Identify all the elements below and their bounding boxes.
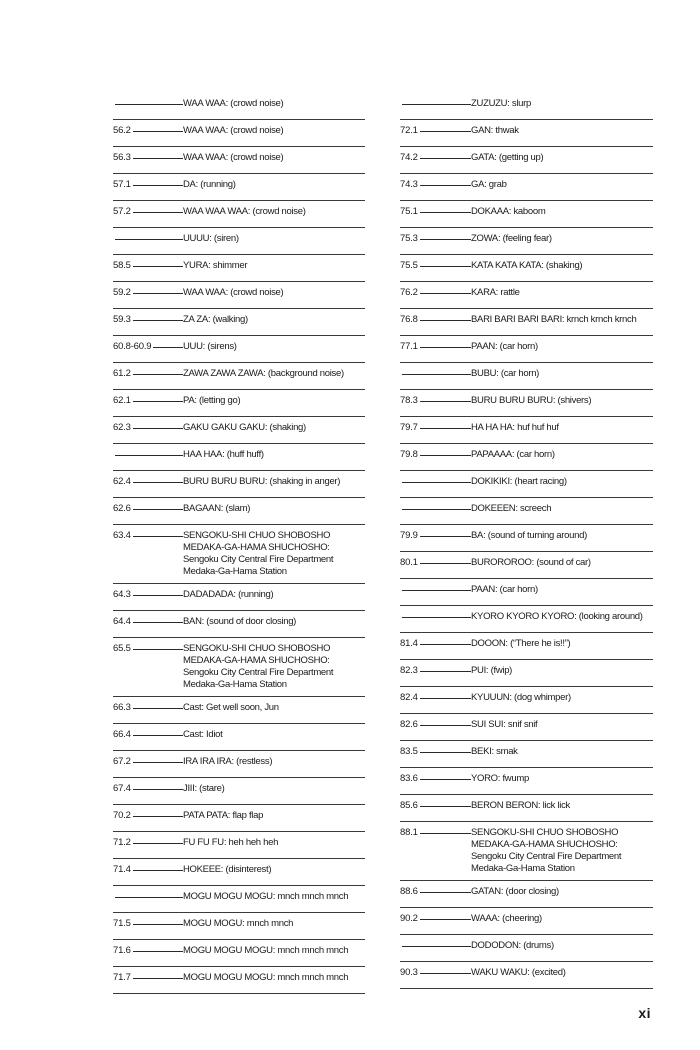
page-reference: 60.8-60.9 (113, 341, 152, 352)
leader-line (133, 320, 183, 321)
sfx-translation: WAA WAA WAA: (crowd noise) (183, 206, 306, 217)
sfx-translation: BAN: (sound of door closing) (183, 616, 297, 627)
sfx-translation: WAA WAA: (crowd noise) (183, 98, 284, 109)
glossary-entry (113, 390, 365, 417)
glossary-entry (113, 255, 365, 282)
sfx-translation: PATA PATA: flap flap (183, 810, 264, 821)
sfx-translation: Cast: Idiot (183, 729, 223, 740)
page-reference: 82.4 (400, 692, 418, 703)
leader-line (133, 266, 183, 267)
glossary-entry (113, 778, 365, 805)
sfx-translation: GATA: (getting up) (471, 152, 544, 163)
glossary-entry (113, 697, 365, 724)
glossary-entry (113, 336, 365, 363)
page-reference: 58.5 (113, 260, 131, 271)
sfx-translation: MOGU MOGU MOGU: mnch mnch mnch (183, 972, 349, 983)
sfx-translation: HOKEEE: (disinterest) (183, 864, 272, 875)
page-reference: 74.3 (400, 179, 418, 190)
leader-line (133, 482, 183, 483)
leader-line (133, 131, 183, 132)
leader-line (133, 649, 183, 650)
leader-line (420, 455, 471, 456)
page-reference: 88.1 (400, 827, 418, 838)
leader-line (133, 212, 183, 213)
leader-line (420, 320, 471, 321)
leader-line (420, 401, 471, 402)
glossary-entry (400, 525, 653, 552)
sfx-translation: KYUUUN: (dog whimper) (471, 692, 571, 703)
sfx-translation: SENGOKU-SHI CHUO SHOBOSHO MEDAKA-GA-HAMA SHUCHOSHO: Sengoku City Central Fire Department Medaka-Ga-Hama Station (471, 827, 622, 874)
sfx-translation: Cast: Get well soon, Jun (183, 702, 279, 713)
glossary-entry (400, 363, 653, 390)
leader-line (402, 374, 471, 375)
page-reference: 57.1 (113, 179, 131, 190)
leader-line (115, 239, 183, 240)
sfx-translation: UUU: (sirens) (183, 341, 237, 352)
page-reference: 64.3 (113, 589, 131, 600)
sfx-translation: YORO: fwump (471, 773, 529, 784)
sfx-translation: WAA WAA: (crowd noise) (183, 287, 284, 298)
glossary-entry (400, 282, 653, 309)
leader-line (133, 374, 183, 375)
sfx-translation: FU FU FU: heh heh heh (183, 837, 279, 848)
glossary-entry (113, 282, 365, 309)
page-number: xi (638, 1005, 651, 1021)
glossary-entry (400, 471, 653, 498)
sfx-translation: DODODON: (drums) (471, 940, 554, 951)
glossary-entry (400, 795, 653, 822)
sfx-glossary-left-column (113, 93, 365, 994)
leader-line (133, 843, 183, 844)
leader-line (402, 590, 471, 591)
glossary-entry (400, 768, 653, 795)
leader-line (420, 293, 471, 294)
sfx-translation: GAN: thwak (471, 125, 519, 136)
sfx-translation: KATA KATA KATA: (shaking) (471, 260, 583, 271)
page-reference: 75.1 (400, 206, 418, 217)
leader-line (115, 897, 183, 898)
leader-line (133, 185, 183, 186)
page-reference: 62.4 (113, 476, 131, 487)
leader-line (133, 762, 183, 763)
leader-line (133, 536, 183, 537)
sfx-translation: WAAA: (cheering) (471, 913, 542, 924)
glossary-entry (400, 309, 653, 336)
page-reference: 59.2 (113, 287, 131, 298)
leader-line (420, 428, 471, 429)
page-reference: 77.1 (400, 341, 418, 352)
glossary-entry (400, 579, 653, 606)
page-reference: 56.2 (113, 125, 131, 136)
leader-line (133, 158, 183, 159)
glossary-entry (113, 584, 365, 611)
leader-line (133, 509, 183, 510)
sfx-translation: BERON BERON: lick lick (471, 800, 570, 811)
glossary-entry (113, 940, 365, 967)
glossary-entry (113, 120, 365, 147)
leader-line (420, 266, 471, 267)
glossary-entry (113, 913, 365, 940)
page-reference: 82.3 (400, 665, 418, 676)
page-reference: 63.4 (113, 530, 131, 541)
page-reference: 88.6 (400, 886, 418, 897)
leader-line (420, 185, 471, 186)
glossary-entry (400, 935, 653, 962)
leader-line (420, 779, 471, 780)
sfx-translation: PUI: (fwip) (471, 665, 513, 676)
leader-line (153, 347, 183, 348)
glossary-entry (400, 881, 653, 908)
glossary-entry (400, 552, 653, 579)
glossary-entry (400, 417, 653, 444)
leader-line (133, 428, 183, 429)
sfx-translation: DOKEEEN: screech (471, 503, 552, 514)
page-reference: 78.3 (400, 395, 418, 406)
sfx-translation: DA: (running) (183, 179, 236, 190)
sfx-translation: DOKAAA: kaboom (471, 206, 546, 217)
sfx-translation: ZOWA: (feeling fear) (471, 233, 552, 244)
leader-line (402, 946, 471, 947)
sfx-translation: JIII: (stare) (183, 783, 225, 794)
sfx-translation: SUI SUI: snif snif (471, 719, 538, 730)
glossary-entry (400, 498, 653, 525)
page-reference: 81.4 (400, 638, 418, 649)
glossary-entry (400, 660, 653, 687)
sfx-translation: BUROROROO: (sound of car) (471, 557, 591, 568)
sfx-translation: DOOON: (“There he is!!”) (471, 638, 571, 649)
leader-line (133, 816, 183, 817)
sfx-translation: PAAN: (car horn) (471, 341, 538, 352)
leader-line (420, 892, 471, 893)
sfx-translation: YURA: shimmer (183, 260, 248, 271)
glossary-entry (113, 174, 365, 201)
page-reference: 82.6 (400, 719, 418, 730)
leader-line (420, 212, 471, 213)
leader-line (133, 401, 183, 402)
page-reference: 76.2 (400, 287, 418, 298)
sfx-translation: ZUZUZU: slurp (471, 98, 531, 109)
page-reference: 90.3 (400, 967, 418, 978)
sfx-translation: ZA ZA: (walking) (183, 314, 248, 325)
page-reference: 76.8 (400, 314, 418, 325)
glossary-entry (113, 471, 365, 498)
leader-line (133, 293, 183, 294)
page-reference: 75.5 (400, 260, 418, 271)
page-reference: 83.6 (400, 773, 418, 784)
sfx-translation: IRA IRA IRA: (restless) (183, 756, 273, 767)
sfx-translation: WAKU WAKU: (excited) (471, 967, 566, 978)
sfx-translation: GAKU GAKU GAKU: (shaking) (183, 422, 306, 433)
sfx-translation: BUBU: (car horn) (471, 368, 540, 379)
leader-line (420, 347, 471, 348)
page-reference: 71.2 (113, 837, 131, 848)
sfx-translation: DOKIKIKI: (heart racing) (471, 476, 567, 487)
sfx-translation: MOGU MOGU MOGU: mnch mnch mnch (183, 945, 349, 956)
sfx-translation: BAGAAN: (slam) (183, 503, 251, 514)
leader-line (402, 509, 471, 510)
leader-line (133, 708, 183, 709)
leader-line (420, 671, 471, 672)
leader-line (133, 622, 183, 623)
glossary-entry (400, 633, 653, 660)
page-reference: 85.6 (400, 800, 418, 811)
glossary-entry (400, 714, 653, 741)
leader-line (420, 806, 471, 807)
page-reference: 62.3 (113, 422, 131, 433)
glossary-entry (400, 822, 653, 881)
leader-line (133, 595, 183, 596)
leader-line (133, 870, 183, 871)
page-reference: 59.3 (113, 314, 131, 325)
glossary-entry (113, 363, 365, 390)
glossary-entry (113, 498, 365, 525)
page-reference: 64.4 (113, 616, 131, 627)
leader-line (420, 644, 471, 645)
page-reference: 75.3 (400, 233, 418, 244)
page-reference: 80.1 (400, 557, 418, 568)
leader-line (402, 617, 471, 618)
glossary-entry (113, 832, 365, 859)
leader-line (420, 563, 471, 564)
glossary-entry (113, 309, 365, 336)
leader-line (402, 104, 471, 105)
leader-line (133, 924, 183, 925)
leader-line (420, 131, 471, 132)
sfx-translation: BARI BARI BARI BARI: krnch krnch krnch (471, 314, 637, 325)
glossary-entry (113, 967, 365, 994)
glossary-entry (400, 228, 653, 255)
glossary-entry (400, 606, 653, 633)
glossary-entry (400, 120, 653, 147)
page-reference: 65.5 (113, 643, 131, 654)
leader-line (420, 158, 471, 159)
glossary-entry (400, 255, 653, 282)
glossary-entry (400, 201, 653, 228)
sfx-translation: KARA: rattle (471, 287, 520, 298)
leader-line (133, 789, 183, 790)
page-reference: 71.5 (113, 918, 131, 929)
sfx-translation: HA HA HA: huf huf huf (471, 422, 559, 433)
sfx-translation: WAA WAA: (crowd noise) (183, 125, 284, 136)
sfx-translation: HAA HAA: (huff huff) (183, 449, 264, 460)
page-reference: 62.6 (113, 503, 131, 514)
leader-line (133, 978, 183, 979)
page-reference: 71.7 (113, 972, 131, 983)
glossary-entry (400, 336, 653, 363)
glossary-entry (400, 93, 653, 120)
leader-line (420, 833, 471, 834)
glossary-entry (113, 859, 365, 886)
sfx-translation: BA: (sound of turning around) (471, 530, 587, 541)
sfx-translation: SENGOKU-SHI CHUO SHOBOSHO MEDAKA-GA-HAMA SHUCHOSHO: Sengoku City Central Fire Department Medaka-Ga-Hama Station (183, 643, 334, 690)
page-reference: 71.6 (113, 945, 131, 956)
page-reference: 66.3 (113, 702, 131, 713)
glossary-entry (400, 687, 653, 714)
page-reference: 79.7 (400, 422, 418, 433)
glossary-entry (113, 201, 365, 228)
glossary-entry (400, 390, 653, 417)
glossary-entry (113, 724, 365, 751)
glossary-entry (400, 147, 653, 174)
glossary-entry (113, 228, 365, 255)
page-reference: 74.2 (400, 152, 418, 163)
glossary-entry (113, 93, 365, 120)
sfx-translation: UUUU: (siren) (183, 233, 239, 244)
leader-line (420, 725, 471, 726)
page-reference: 56.3 (113, 152, 131, 163)
sfx-translation: ZAWA ZAWA ZAWA: (background noise) (183, 368, 344, 379)
glossary-entry (113, 751, 365, 778)
glossary-entry (113, 638, 365, 697)
glossary-entry (400, 962, 653, 989)
glossary-entry (400, 174, 653, 201)
glossary-entry (400, 444, 653, 471)
page-reference: 57.2 (113, 206, 131, 217)
page-reference: 62.1 (113, 395, 131, 406)
page-reference: 70.2 (113, 810, 131, 821)
sfx-translation: BEKI: smak (471, 746, 518, 757)
leader-line (420, 919, 471, 920)
sfx-translation: MOGU MOGU: mnch mnch (183, 918, 294, 929)
page-reference: 66.4 (113, 729, 131, 740)
glossary-entry (400, 908, 653, 935)
glossary-entry (113, 805, 365, 832)
glossary-entry (113, 525, 365, 584)
page-reference: 61.2 (113, 368, 131, 379)
glossary-entry (400, 741, 653, 768)
glossary-entry (113, 444, 365, 471)
sfx-translation: KYORO KYORO KYORO: (looking around) (471, 611, 643, 622)
sfx-translation: BURU BURU BURU: (shivers) (471, 395, 592, 406)
sfx-translation: GATAN: (door closing) (471, 886, 559, 897)
leader-line (420, 698, 471, 699)
leader-line (420, 536, 471, 537)
sfx-translation: MOGU MOGU MOGU: mnch mnch mnch (183, 891, 349, 902)
page-reference: 90.2 (400, 913, 418, 924)
page-reference: 79.9 (400, 530, 418, 541)
leader-line (420, 239, 471, 240)
sfx-glossary-right-column (400, 93, 653, 989)
sfx-translation: PAPAAAA: (car horn) (471, 449, 555, 460)
page-reference: 79.8 (400, 449, 418, 460)
glossary-entry (113, 611, 365, 638)
page-reference: 72.1 (400, 125, 418, 136)
sfx-translation: PA: (letting go) (183, 395, 241, 406)
sfx-translation: SENGOKU-SHI CHUO SHOBOSHO MEDAKA-GA-HAMA SHUCHOSHO: Sengoku City Central Fire Department Medaka-Ga-Hama Station (183, 530, 334, 577)
glossary-entry (113, 147, 365, 174)
leader-line (115, 455, 183, 456)
leader-line (133, 951, 183, 952)
leader-line (115, 104, 183, 105)
leader-line (420, 973, 471, 974)
leader-line (133, 735, 183, 736)
page-reference: 67.2 (113, 756, 131, 767)
sfx-translation: GA: grab (471, 179, 507, 190)
page-reference: 71.4 (113, 864, 131, 875)
leader-line (402, 482, 471, 483)
glossary-entry (113, 886, 365, 913)
sfx-translation: DADADADA: (running) (183, 589, 274, 600)
page-reference: 67.4 (113, 783, 131, 794)
sfx-translation: PAAN: (car horn) (471, 584, 538, 595)
glossary-entry (113, 417, 365, 444)
sfx-translation: WAA WAA: (crowd noise) (183, 152, 284, 163)
page-reference: 83.5 (400, 746, 418, 757)
leader-line (420, 752, 471, 753)
sfx-translation: BURU BURU BURU: (shaking in anger) (183, 476, 341, 487)
